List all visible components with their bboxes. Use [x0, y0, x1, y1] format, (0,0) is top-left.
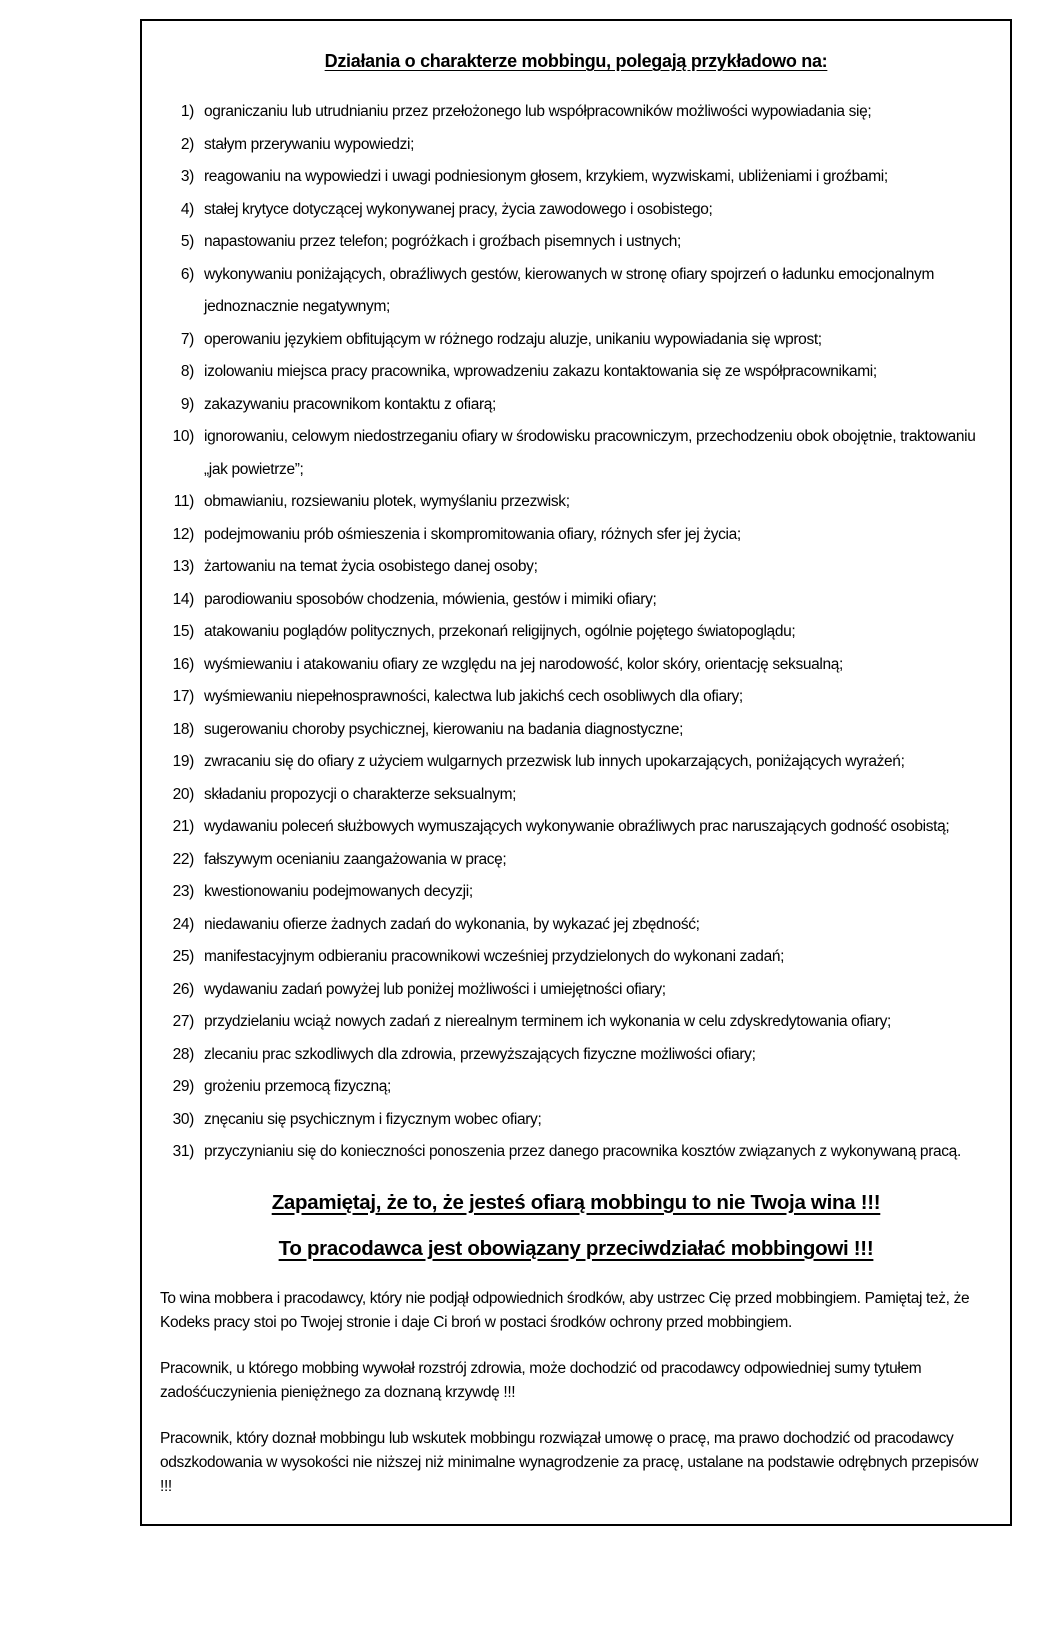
paragraph-health-compensation: Pracownik, u którego mobbing wywołał rozstrój zdrowia, może dochodzić od pracodawcy odpowiedniej sumy tytułem zadośćuczynienia pieniężnego za doznaną krzywdę !!! — [160, 1359, 922, 1401]
list-item — [164, 1136, 992, 1169]
list-item-text: stałej krytyce dotyczącej wykonywanej pracy, życia zawodowego i osobistego; — [204, 200, 713, 218]
list-item-text: składaniu propozycji o charakterze seksualnym; — [204, 785, 517, 803]
list-item-number: 21) — [172, 818, 194, 835]
list-item — [164, 779, 992, 812]
paragraph-contract-compensation: Pracownik, który doznał mobbingu lub wskutek mobbingu rozwiązał umowę o pracę, ma prawo dochodzić od pracodawcy odszkodowania w wysokości nie niższej niż minimalne wynagrodzenie za pracę, ustalane na podstawie odrębnych przepisów !!! — [160, 1429, 979, 1495]
list-item-text: izolowaniu miejsca pracy pracownika, wprowadzeniu zakazu kontaktowania się ze współpracownikami; — [204, 363, 877, 380]
list-item — [164, 421, 992, 486]
list-item — [164, 1006, 992, 1039]
list-item-text: reagowaniu na wypowiedzi i uwagi podniesionym głosem, krzykiem, wyzwiskami, ubliżeniami i groźbami; — [204, 168, 888, 185]
list-item-text: kwestionowaniu podejmowanych decyzji; — [204, 883, 473, 900]
document-title: Działania o charakterze mobbingu, polegają przykładowo na: — [324, 51, 828, 71]
list-item-number: 8) — [180, 363, 194, 380]
list-item-text: atakowaniu poglądów politycznych, przekonań religijnych, ogólnie pojętego światopoglądu; — [204, 623, 796, 640]
list-item — [164, 324, 992, 357]
list-item-number: 30) — [172, 1110, 194, 1128]
list-item-number: 29) — [172, 1078, 194, 1095]
document-frame — [140, 19, 1012, 1526]
list-item-text: wykonywaniu poniżających, obraźliwych gestów, kierowanych w stronę ofiary spojrzeń o ładunku emocjonalnym jednoznacznie negatywnym; — [204, 265, 935, 315]
paragraph-mobber-fault: To wina mobbera i pracodawcy, który nie podjął odpowiednich środków, aby ustrzec Cię przed mobbingiem. Pamiętaj też, że Kodeks pracy stoi po Twojej stronie i daje Ci broń w postaci środków ochrony przed mobbingiem. — [160, 1289, 970, 1331]
list-item — [164, 649, 992, 682]
list-item — [164, 1039, 992, 1072]
list-item — [164, 844, 992, 877]
list-item-text: wyśmiewaniu i atakowaniu ofiary ze względu na jej narodowość, kolor skóry, orientację seksualną; — [204, 655, 843, 673]
list-item-text: operowaniu językiem obfitującym w różnego rodzaju aluzje, unikaniu wypowiadania się wprost; — [204, 330, 822, 348]
list-item — [164, 909, 992, 942]
list-item-text: zakazywaniu pracownikom kontaktu z ofiarą; — [204, 395, 497, 413]
list-item-text: wyśmiewaniu niepełnosprawności, kalectwa lub jakichś cech osobliwych dla ofiary; — [204, 688, 743, 705]
list-item-text: fałszywym ocenianiu zaangażowania w pracę; — [204, 850, 507, 868]
list-item-text: zwracaniu się do ofiary z użyciem wulgarnych przezwisk lub innych upokarzających, poniżających wyrażeń; — [204, 753, 905, 770]
list-item-number: 20) — [172, 785, 194, 803]
list-item — [164, 486, 992, 519]
list-item — [164, 584, 992, 617]
list-item-number: 11) — [173, 493, 194, 510]
list-item-number: 13) — [172, 558, 194, 575]
list-item-number: 24) — [172, 915, 194, 933]
list-item-number: 16) — [172, 655, 194, 673]
list-item-number: 4) — [180, 200, 194, 218]
list-item — [164, 551, 992, 584]
list-item — [164, 389, 992, 422]
list-item-number: 26) — [172, 980, 194, 998]
list-item-number: 10) — [172, 428, 194, 445]
list-item-number: 18) — [172, 720, 194, 738]
list-item-number: 12) — [172, 525, 194, 543]
list-item-number: 23) — [172, 883, 194, 900]
list-item-number: 5) — [180, 233, 194, 250]
list-item-text: obmawianiu, rozsiewaniu plotek, wymyślaniu przezwisk; — [204, 493, 570, 510]
victim-not-guilty-heading — [160, 1191, 992, 1215]
list-item — [164, 96, 992, 129]
list-item-number: 2) — [180, 135, 194, 153]
list-item-text: przydzielaniu wciąż nowych zadań z nierealnym terminem ich wykonania w celu zdyskredytowania ofiary; — [204, 1013, 891, 1030]
list-item — [164, 746, 992, 779]
list-item-number: 3) — [180, 168, 194, 185]
list-item — [164, 941, 992, 974]
list-item — [164, 129, 992, 162]
list-item-number: 6) — [180, 265, 194, 283]
list-item-text: znęcaniu się psychicznym i fizycznym wobec ofiary; — [204, 1110, 542, 1128]
list-item-text: sugerowaniu choroby psychicznej, kierowaniu na badania diagnostyczne; — [204, 720, 684, 738]
employer-obligation-heading — [160, 1237, 992, 1261]
list-item-number: 9) — [180, 395, 194, 413]
list-item-number: 27) — [172, 1013, 194, 1030]
list-item-text: napastowaniu przez telefon; pogróżkach i groźbach pisemnych i ustnych; — [204, 233, 681, 250]
employer-obligation-heading-text: To pracodawca jest obowiązany przeciwdziałać mobbingowi !!! — [278, 1236, 874, 1260]
list-item — [164, 714, 992, 747]
list-item-text: wydawaniu zadań powyżej lub poniżej możliwości i umiejętności ofiary; — [204, 980, 666, 998]
list-item-number: 25) — [172, 948, 194, 965]
list-item-text: ograniczaniu lub utrudnianiu przez przełożonego lub współpracowników możliwości wypowiadania się; — [204, 103, 872, 120]
list-item-text: grożeniu przemocą fizyczną; — [204, 1078, 391, 1095]
list-item — [164, 1104, 992, 1137]
list-item-number: 17) — [172, 688, 194, 705]
list-item — [164, 681, 992, 714]
list-item-text: wydawaniu poleceń służbowych wymuszających wykonywanie obraźliwych prac naruszających godność osobistą; — [204, 818, 950, 835]
list-item-number: 15) — [172, 623, 194, 640]
list-item-number: 31) — [172, 1143, 194, 1160]
list-item — [164, 1071, 992, 1104]
list-item-text: niedawaniu ofierze żadnych zadań do wykonania, by wykazać jej zbędność; — [204, 915, 700, 933]
list-item — [164, 259, 992, 324]
list-item — [164, 194, 992, 227]
list-item-number: 22) — [172, 850, 194, 868]
list-item — [164, 226, 992, 259]
victim-not-guilty-heading-text: Zapamiętaj, że to, że jesteś ofiarą mobbingu to nie Twoja wina !!! — [271, 1190, 881, 1214]
list-item — [164, 356, 992, 389]
list-item-text: żartowaniu na temat życia osobistego danej osoby; — [204, 558, 538, 575]
list-item-number: 19) — [172, 753, 194, 770]
list-item-number: 1) — [180, 103, 194, 120]
closing-paragraphs — [160, 1287, 992, 1499]
list-item-text: zlecaniu prac szkodliwych dla zdrowia, przewyższających fizyczne możliwości ofiary; — [204, 1045, 756, 1063]
list-item — [164, 616, 992, 649]
list-item-text: przyczynianiu się do konieczności ponoszenia przez danego pracownika kosztów związanych z wykonywaną pracą. — [204, 1143, 961, 1160]
list-item — [164, 876, 992, 909]
list-item — [164, 811, 992, 844]
list-item-number: 7) — [180, 330, 194, 348]
list-item — [164, 519, 992, 552]
list-item-number: 28) — [172, 1045, 194, 1063]
list-item-number: 14) — [172, 590, 194, 608]
list-item-text: stałym przerywaniu wypowiedzi; — [204, 135, 415, 153]
list-item-text: podejmowaniu prób ośmieszenia i skompromitowania ofiary, różnych sfer jej życia; — [204, 525, 741, 543]
list-item-text: parodiowaniu sposobów chodzenia, mówienia, gestów i mimiki ofiary; — [204, 590, 657, 608]
list-item-text: manifestacyjnym odbieraniu pracownikowi wcześniej przydzielonych do wykonani zadań; — [204, 948, 785, 965]
list-item-text: ignorowaniu, celowym niedostrzeganiu ofiary w środowisku pracowniczym, przechodzeniu obok obojętnie, traktowaniu „jak powietrze”; — [204, 428, 976, 478]
list-item — [164, 974, 992, 1007]
list-item — [164, 161, 992, 194]
mobbing-actions-list — [164, 96, 992, 1169]
